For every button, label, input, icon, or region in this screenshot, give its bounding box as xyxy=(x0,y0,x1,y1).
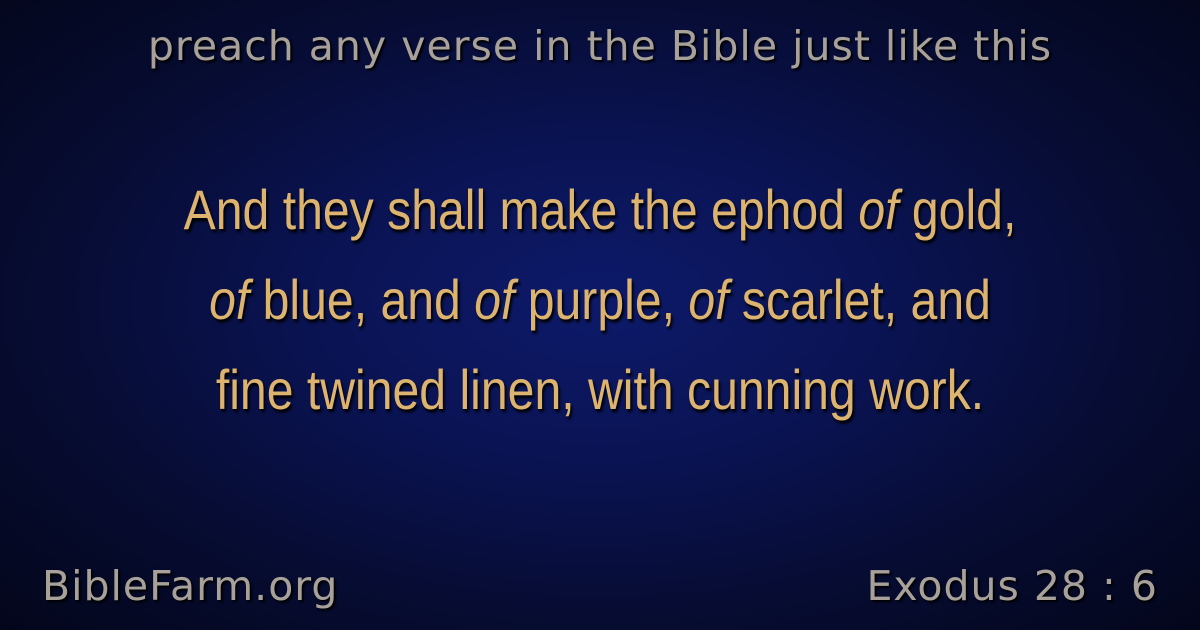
verse-segment: scarlet, and xyxy=(728,268,991,331)
verse-segment-italic: of xyxy=(209,268,250,331)
verse-line-2 xyxy=(118,255,1081,345)
verse-segment: fine twined linen, with cunning work. xyxy=(215,358,985,421)
verse-segment: blue, and xyxy=(249,268,475,331)
site-name: BibleFarm.org xyxy=(42,562,339,610)
verse-segment: And they shall make the ephod xyxy=(183,178,859,241)
verse-line-1 xyxy=(118,165,1081,255)
verse-line-3 xyxy=(118,345,1081,435)
tagline: preach any verse in the Bible just like this xyxy=(147,22,1053,70)
verse-segment-italic: of xyxy=(474,268,515,331)
verse-segment-italic: of xyxy=(688,268,729,331)
verse-text xyxy=(118,165,1081,435)
verse-segment-italic: of xyxy=(858,178,899,241)
verse-segment: gold, xyxy=(898,178,1017,241)
verse-segment: purple, xyxy=(514,268,689,331)
verse-reference: Exodus 28 : 6 xyxy=(866,562,1158,610)
